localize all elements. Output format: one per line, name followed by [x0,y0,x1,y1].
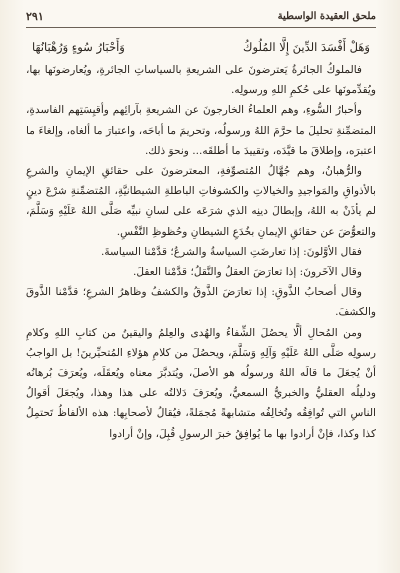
verse-second-hemistich: وَأَحْبَارُ سُوءٍ وَرُهْبَانُهَا [32,40,125,54]
verse-first-hemistich: وَهَلْ أَفْسَدَ الدِّينَ إِلَّا المُلُوكُ [243,40,370,54]
paragraph: فقال الأوَّلونَ: إذا تعارضَتِ السياسةُ والشرعُ؛ قدَّمْنا السياسةَ. [100,245,362,258]
page-header [26,6,376,26]
paragraph: والرُّهبانُ، وهم جُهَّالُ المُتصوِّفةِ، المعترضونَ على حقائقِ الإيمانِ والشرعِ بالأذواقِ والمَواجيدِ والخيالاتِ والكشوفاتِ الباطلةِ الشيطانيَّةِ، المُتضمِّنةِ شرْعَ دينٍ لم يأذَنْ به اللهُ، وإبطالَ دينِه الذي شرَعَه على لسانِ نبيِّه صَلَّى اللهُ عَلَيْهِ وَسَلَّمَ، والتعوُّضَ عن حقائقِ الإيمانِ بخُدَعِ الشيطانِ وحُظوظِ النَّفْسِ. [26,165,376,238]
poetry-verse [26,36,376,58]
page-body [26,36,376,569]
running-title: ملحق العقيدة الواسطية [277,10,376,22]
paragraph: وأحبارُ السُّوءِ، وهم العلماءُ الخارجونَ عن الشريعةِ بآرائِهم وأقيِسَتِهم الفاسدةِ، المتضمِّنةِ تحليلَ ما حرَّمَ اللهُ ورسولُه، وتحريمَ ما أباحَه، واعتبارَ ما ألغاه، وإلغاءَ ما اعتبرَه، وإطلاقَ ما قيَّدَه، وتقييدَ ما أطلقَه... ونحوَ ذلك. [26,104,376,157]
paragraph: فالملوكُ الجائرةُ يَعترضونَ على الشريعةِ بالسياساتِ الجائرةِ، ويُعارضونَها بها، ويُقدِّمونَها على حُكمِ اللهِ ورسولِه. [26,64,376,97]
paragraph: ومن المُحالِ ألَّا يحصُلَ الشِّفاءُ والهُدى والعِلمُ واليقينُ من كتابِ اللهِ وكلامِ رسولِه صَلَّى اللهُ عَلَيْهِ وَآلِهِ وَسَلَّمَ، ويحصُلَ من كلامِ هؤلاءِ المُتحيِّرينَ! بل الواجبُ أنْ يُجعَلَ ما قالَه اللهُ ورسولُه هو الأصلَ، ويُتدبَّرَ معناه ويُعقَلَه، ويُعرَفَ بُرهانُه ودليلُه العقليُّ والخبريُّ السمعيُّ، ويُعرَفَ دَلالتُه على هذا وهذا، ويُجعَلَ أقوالُ الناسِ التي تُوافِقُه وتُخالِفُه متشابهةً مُجمَلةً، فيُقالُ لأصحابِها: هذه الألفاظُ تَحتمِلُ كذا وكذا، فإنْ أرادوا بها ما يُوافِقُ خبرَ الرسولِ قُبِلَ، وإنْ أرادوا [26,326,376,440]
page-number: ٢٩١ [26,9,44,23]
paragraph: وقال أصحابُ الذَّوقِ: إذا تعارَضَ الذَّوقُ والكشفُ وظاهرُ الشرعِ؛ قدَّمْنا الذَّوقَ والكشفَ. [26,286,376,319]
paragraph: وقال الآخَرونَ: إذا تعارَضَ العقلُ والنَّقلُ؛ قدَّمْنا العقلَ. [133,266,362,279]
header-divider [26,27,376,28]
